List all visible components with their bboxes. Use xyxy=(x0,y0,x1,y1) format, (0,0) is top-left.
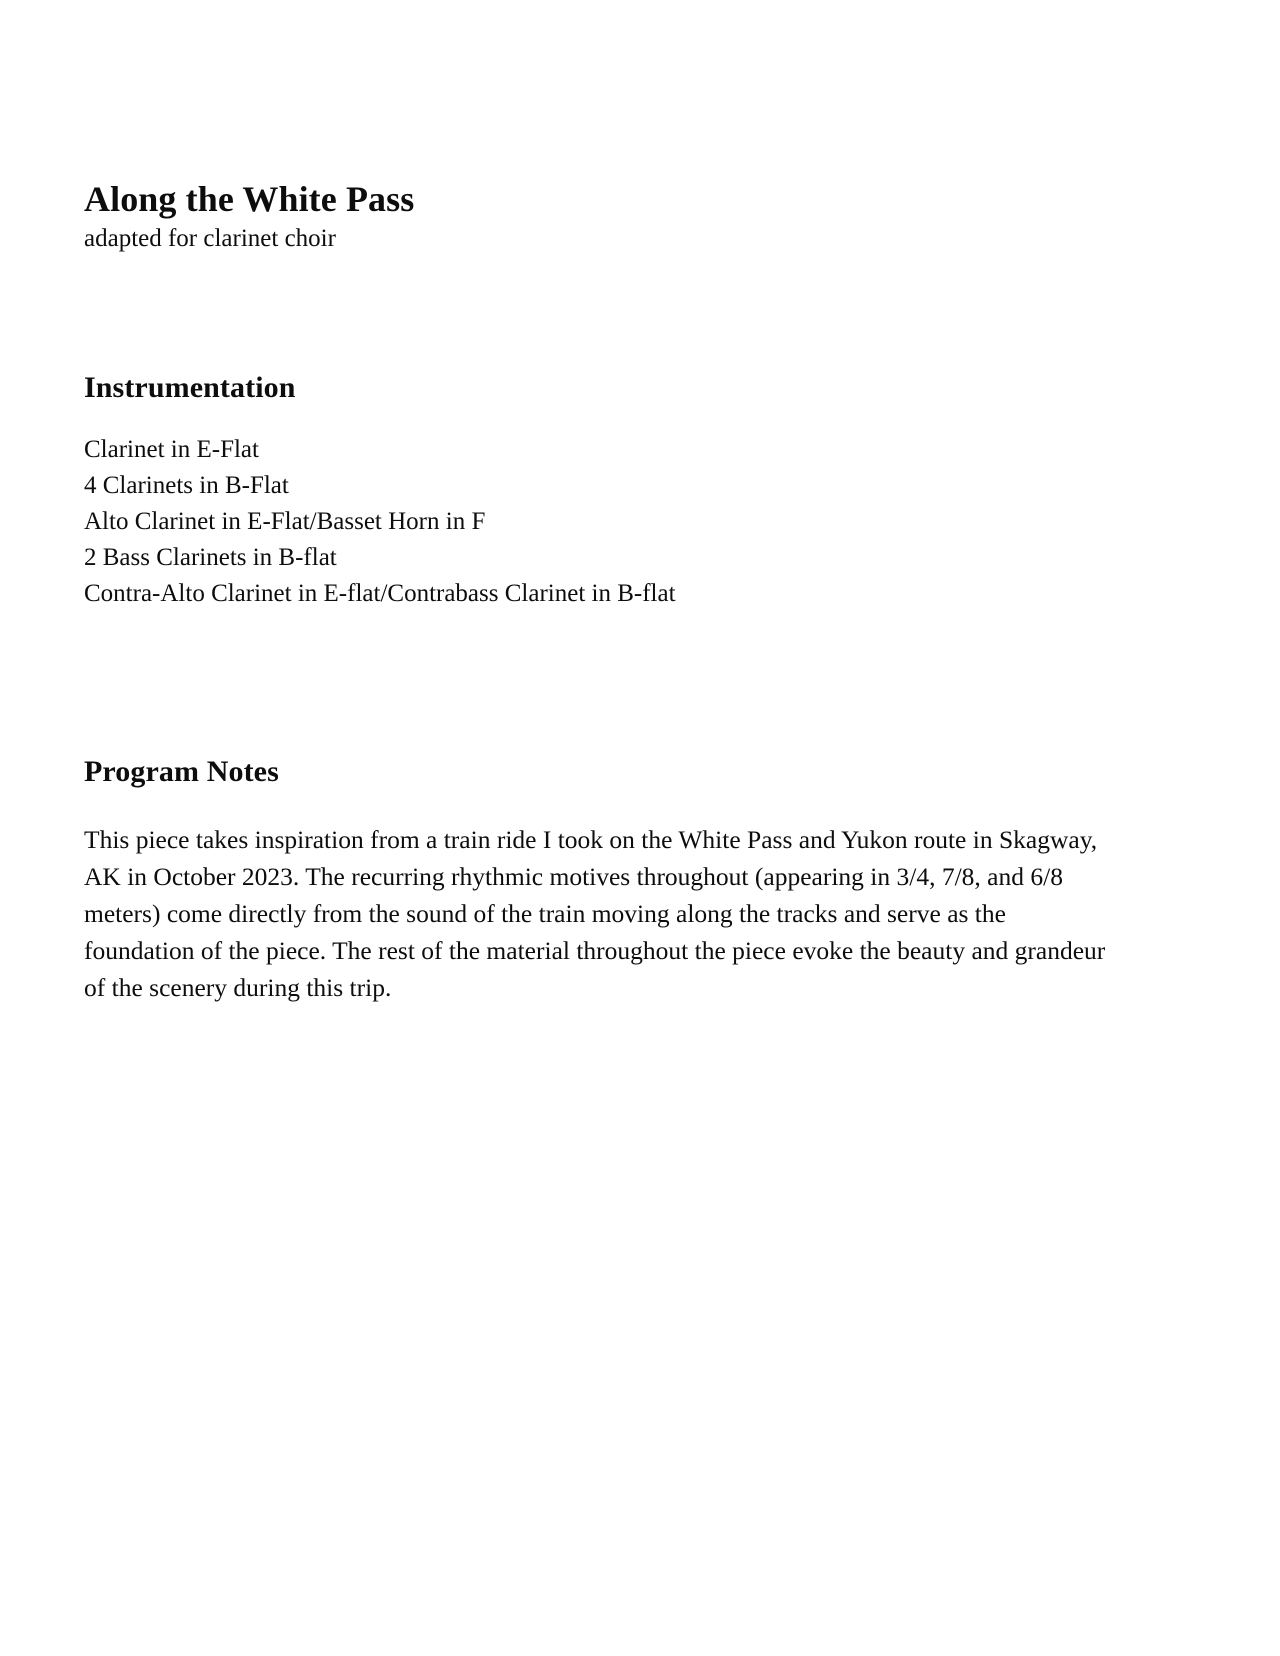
instrumentation-section xyxy=(84,371,1124,612)
list-item: 4 Clarinets in B-Flat xyxy=(84,472,289,499)
instrumentation-list xyxy=(84,432,1124,612)
program-notes-section xyxy=(84,755,1124,1006)
list-item: Clarinet in E-Flat xyxy=(84,436,259,463)
page-title: Along the White Pass xyxy=(84,179,415,219)
page-subtitle: adapted for clarinet choir xyxy=(84,225,336,253)
list-item: Alto Clarinet in E-Flat/Basset Horn in F xyxy=(84,508,486,535)
program-notes-paragraph: This piece takes inspiration from a train ride I took on the White Pass and Yukon route in Skagway, AK in October 2023. The recurring rhythmic motives throughout (appearing in 3/4, 7/8, and 6/8 meters) come directly from the sound of the train moving along the tracks and serve as the foundation of the piece. The rest of the material throughout the piece evoke the beauty and grandeur of the scenery during this trip. xyxy=(84,825,1106,1002)
title-block xyxy=(84,180,1124,254)
list-item: 2 Bass Clarinets in B-flat xyxy=(84,544,337,571)
list-item: Contra-Alto Clarinet in E-flat/Contrabass Clarinet in B-flat xyxy=(84,580,676,607)
instrumentation-heading: Instrumentation xyxy=(84,371,296,404)
program-notes-heading: Program Notes xyxy=(84,755,279,788)
